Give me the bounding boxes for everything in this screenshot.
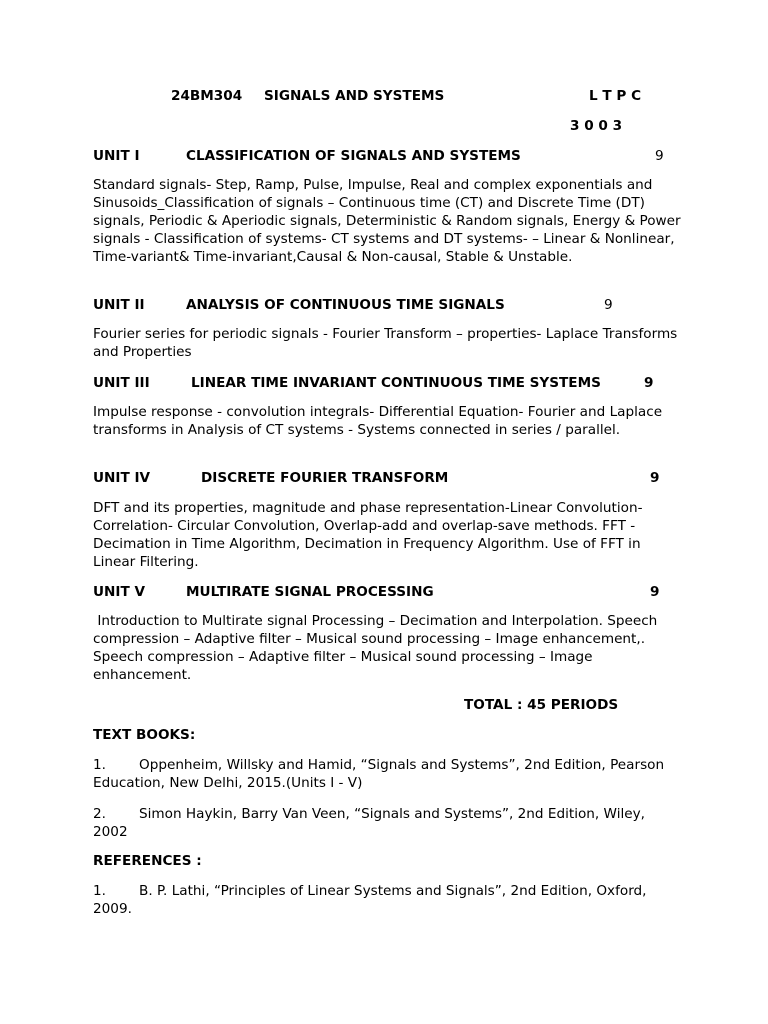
unit-label: UNIT II xyxy=(93,297,145,313)
unit-hours: 9 xyxy=(650,584,660,600)
unit-hours: 9 xyxy=(650,470,660,486)
unit-title: CLASSIFICATION OF SIGNALS AND SYSTEMS xyxy=(186,148,521,164)
unit-title: ANALYSIS OF CONTINUOUS TIME SIGNALS xyxy=(186,297,505,313)
unit-hours: 9 xyxy=(604,297,613,313)
unit-content: Fourier series for periodic signals - Fourier Transform – properties- Laplace Transforms and Properties xyxy=(93,326,678,360)
unit-label: UNIT III xyxy=(93,375,150,391)
unit-heading xyxy=(93,469,683,487)
text-books-heading: TEXT BOOKS: xyxy=(93,727,196,743)
unit-content: DFT and its properties, magnitude and phase representation-Linear Convolution- Correlation- Circular Convolution, Overlap-add and overlap-save methods. FFT - Decimation in Time Algorithm, Decimation in Frequency Algorithm. Use of FFT in Linear Filtering. xyxy=(93,500,643,570)
unit-heading xyxy=(93,296,683,314)
text-book-number: 1. xyxy=(93,757,106,773)
unit-content: Impulse response - convolution integrals- Differential Equation- Fourier and Laplace transforms in Analysis of CT systems - Systems connected in series / parallel. xyxy=(93,404,663,438)
course-title: SIGNALS AND SYSTEMS xyxy=(264,88,445,104)
unit-title: LINEAR TIME INVARIANT CONTINUOUS TIME SYSTEMS xyxy=(191,375,601,391)
unit-heading xyxy=(93,583,683,601)
unit-label: UNIT IV xyxy=(93,470,151,486)
text-book-number: 2. xyxy=(93,806,106,822)
total-periods: TOTAL : 45 PERIODS xyxy=(464,697,619,713)
unit-content: Standard signals- Step, Ramp, Pulse, Impulse, Real and complex exponentials and Sinusoids_Classification of signals – Continuous time (CT) and Discrete Time (DT) signals, Periodic & Aperiodic signals, Deterministic & Random signals, Energy & Power signals - Classification of systems- CT systems and DT systems- – Linear & Nonlinear, Time-variant& Time-invariant,Causal & Non-causal, Stable & Unstable. xyxy=(93,177,681,265)
course-code: 24BM304 xyxy=(171,88,243,104)
ltpc-label: L T P C xyxy=(589,88,642,104)
reference-item: B. P. Lathi, “Principles of Linear Systems and Signals”, 2nd Edition, Oxford, 2009. xyxy=(93,883,647,917)
unit-label: UNIT V xyxy=(93,584,145,600)
unit-hours: 9 xyxy=(644,375,654,391)
unit-hours: 9 xyxy=(655,148,664,164)
unit-heading xyxy=(93,374,683,392)
ltpc-values: 3 0 0 3 xyxy=(570,118,623,134)
unit-content: Introduction to Multirate signal Processing – Decimation and Interpolation. Speech compression – Adaptive filter – Musical sound processing – Image enhancement,. Speech compression – Adaptive filter – Musical sound processing – Image enhancement. xyxy=(93,613,662,683)
unit-title: DISCRETE FOURIER TRANSFORM xyxy=(201,470,449,486)
references-heading: REFERENCES : xyxy=(93,853,202,869)
reference-number: 1. xyxy=(93,883,106,899)
unit-title: MULTIRATE SIGNAL PROCESSING xyxy=(186,584,434,600)
text-book-item: Oppenheim, Willsky and Hamid, “Signals and Systems”, 2nd Edition, Pearson Education, New Delhi, 2015.(Units I - V) xyxy=(93,757,665,791)
text-book-item: Simon Haykin, Barry Van Veen, “Signals and Systems”, 2nd Edition, Wiley, 2002 xyxy=(93,806,645,840)
unit-heading xyxy=(93,147,683,165)
unit-label: UNIT I xyxy=(93,148,140,164)
